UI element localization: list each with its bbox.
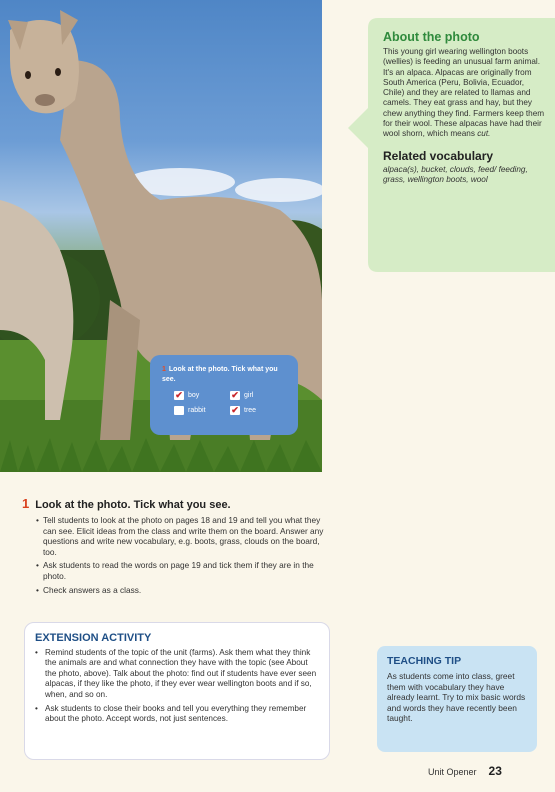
exercise-number: 1 bbox=[22, 496, 30, 511]
checked-checkbox-icon[interactable]: ✔ bbox=[231, 405, 239, 415]
bullet-item: • Tell students to look at the photo on pages 18 and 19 and tell you what they can see. Elicit ideas from the class and write them on the board. Answer any questions and write new vocabulary, e.g. boots, grass, clouds on the board, too. bbox=[36, 515, 332, 557]
option-label: girl bbox=[244, 392, 254, 399]
bullet-item: • Check answers as a class. bbox=[36, 585, 332, 596]
extension-bullets bbox=[35, 648, 319, 725]
bullet-item: • Remind students of the topic of the unit (farms). Ask them what they think the animals are and what connection they have with the topic (see About the photo, above). Talk about the photo: find out if students have ever seen alpacas, if they like the photo, if they ever wear wellington boots and if so, when, and so on. bbox=[35, 648, 319, 700]
option-label: boy bbox=[188, 392, 200, 399]
about-body: This young girl wearing wellington boots (wellies) is feeding an unusual farm animal. It's an alpaca. Alpacas are originally from South America (Peru, Bolivia, Ecuador, Chile) and they are related to llamas and camels. They eat grass and hay, but they chew anything they find. Farmers keep them for their wool. These alpacas have had their wool shorn, which means cut. bbox=[383, 47, 545, 139]
tick-options bbox=[162, 391, 286, 415]
about-title: About the photo bbox=[383, 30, 480, 44]
bullet-item: • Ask students to read the words on page 19 and tick them if they are in the photo. bbox=[36, 560, 332, 581]
tick-exercise-title bbox=[162, 365, 286, 385]
extension-title: EXTENSION ACTIVITY bbox=[35, 632, 152, 644]
exercise-title: Look at the photo. Tick what you see. bbox=[35, 499, 231, 511]
exercise-1-bullets bbox=[22, 515, 332, 595]
exercise-1-heading bbox=[22, 496, 332, 511]
tip-title: TEACHING TIP bbox=[387, 655, 462, 667]
page-footer bbox=[428, 764, 502, 778]
teaching-tip-box bbox=[377, 646, 537, 752]
exercise-1-notes bbox=[22, 496, 332, 598]
bullet-item: • Ask students to close their books and tell you everything they remember about the photo. Accept words, not just sentences. bbox=[35, 704, 319, 725]
checked-checkbox-icon[interactable]: ✔ bbox=[231, 390, 239, 400]
section-name: Unit Opener bbox=[428, 767, 477, 777]
tick-exercise-number: 1 bbox=[162, 366, 166, 373]
option-girl[interactable] bbox=[230, 391, 286, 400]
option-label: rabbit bbox=[188, 407, 206, 414]
option-label: tree bbox=[244, 407, 257, 414]
tick-exercise-prompt: Look at the photo. Tick what you see. bbox=[162, 366, 278, 383]
tip-body: As students come into class, greet them with vocabulary they have already learnt. Try to mix basic words and words they have recently been taught. bbox=[387, 671, 526, 724]
about-the-photo-panel bbox=[348, 18, 555, 272]
empty-checkbox-icon[interactable] bbox=[174, 406, 184, 415]
extension-activity-box bbox=[24, 622, 330, 760]
option-tree[interactable] bbox=[230, 406, 286, 415]
vocab-list: alpaca(s), bucket, clouds, feed/ feeding, grass, wellington boots, wool bbox=[383, 164, 528, 184]
option-boy[interactable] bbox=[174, 391, 230, 400]
vocab-title: Related vocabulary bbox=[383, 148, 494, 163]
option-rabbit[interactable] bbox=[174, 406, 230, 415]
tick-exercise-box bbox=[150, 355, 298, 435]
checked-checkbox-icon[interactable]: ✔ bbox=[175, 390, 183, 400]
alpaca-photo bbox=[0, 0, 322, 472]
page-number: 23 bbox=[488, 764, 502, 778]
